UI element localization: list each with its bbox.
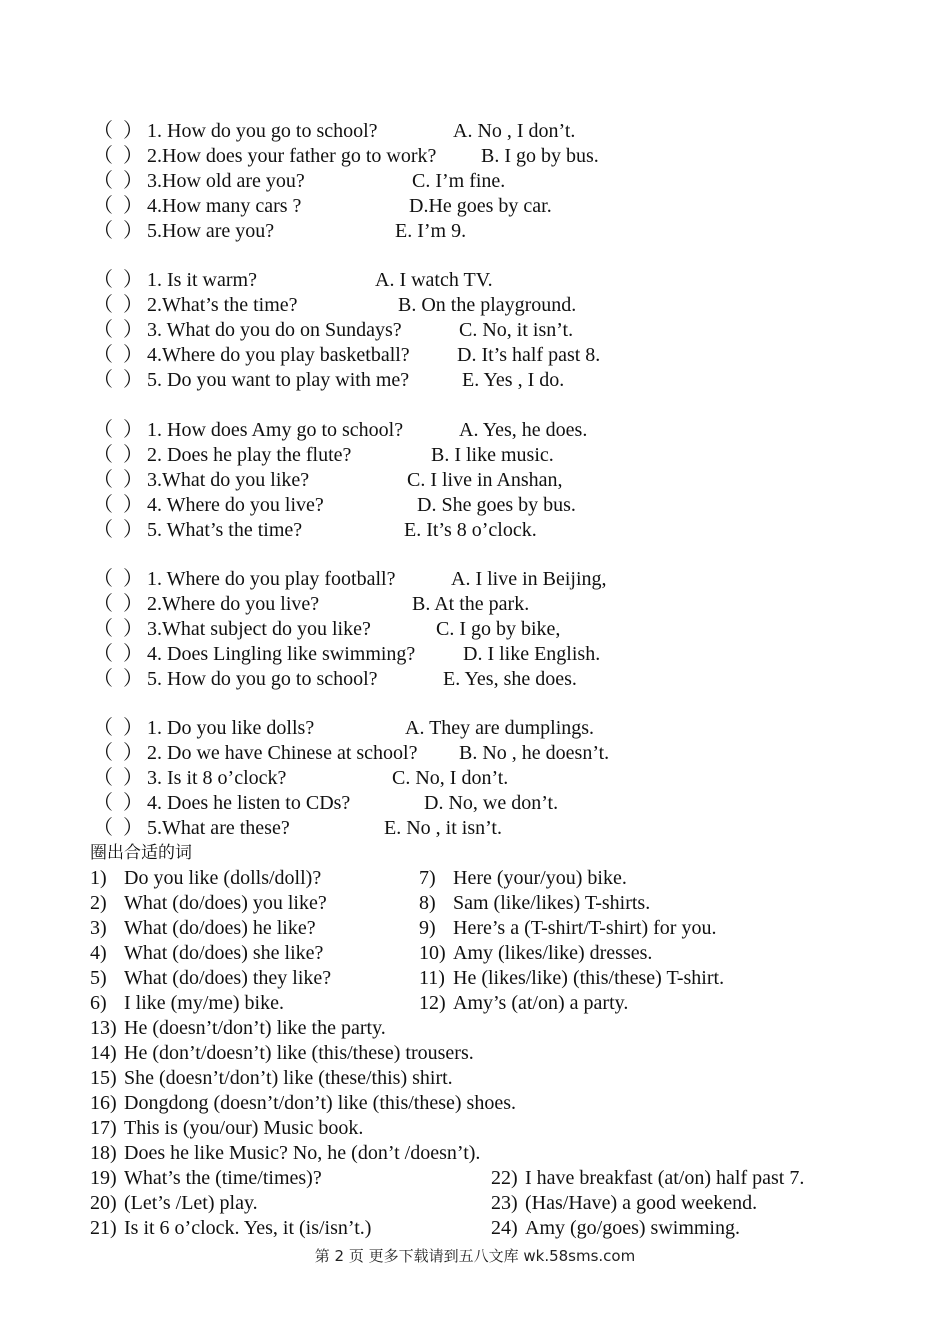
- answer-option: C. No, I don’t.: [392, 767, 509, 789]
- item-number: 19): [90, 1167, 117, 1189]
- answer-blank: （ ）: [93, 344, 143, 366]
- item-text: I have breakfast (at/on) half past 7.: [525, 1167, 805, 1189]
- answer-option: B. On the playground.: [398, 294, 577, 316]
- item-text: He (doesn’t/don’t) like the party.: [124, 1017, 386, 1039]
- item-text: Does he like Music? No, he (don’t /doesn’t).: [124, 1142, 481, 1164]
- answer-blank: （ ）: [93, 792, 143, 814]
- item-text: (Has/Have) a good weekend.: [525, 1192, 758, 1214]
- item-text: He (don’t/doesn’t) like (this/these) trousers.: [124, 1042, 474, 1064]
- answer-option: C. I live in Anshan,: [407, 469, 563, 491]
- item-number: 18): [90, 1142, 117, 1164]
- answer-blank: （ ）: [93, 294, 143, 316]
- item-text: (Let’s /Let) play.: [124, 1192, 258, 1214]
- answer-blank: （ ）: [93, 195, 143, 217]
- item-number: 5): [90, 967, 107, 989]
- answer-option: A. No , I don’t.: [453, 120, 576, 142]
- answer-blank: （ ）: [93, 717, 143, 739]
- answer-option: D. No, we don’t.: [424, 792, 559, 814]
- item-text: Here (your/you) bike.: [453, 867, 627, 889]
- question-text: 1. Where do you play football?: [147, 568, 396, 590]
- question-text: 2.Where do you live?: [147, 593, 320, 615]
- question-text: 5.How are you?: [147, 220, 275, 242]
- question-text: 2.How does your father go to work?: [147, 145, 437, 167]
- item-text: Amy’s (at/on) a party.: [453, 992, 629, 1014]
- question-text: 2. Does he play the flute?: [147, 444, 352, 466]
- question-text: 5. How do you go to school?: [147, 668, 378, 690]
- question-text: 4.Where do you play basketball?: [147, 344, 410, 366]
- item-number: 4): [90, 942, 107, 964]
- item-text: I like (my/me) bike.: [124, 992, 284, 1014]
- question-text: 5. What’s the time?: [147, 519, 303, 541]
- answer-blank: （ ）: [93, 643, 143, 665]
- answer-blank: （ ）: [93, 618, 143, 640]
- question-text: 3. What do you do on Sundays?: [147, 319, 402, 341]
- item-number: 24): [491, 1217, 518, 1239]
- answer-blank: （ ）: [93, 170, 143, 192]
- question-text: 4. Does he listen to CDs?: [147, 792, 351, 814]
- answer-blank: （ ）: [93, 369, 143, 391]
- answer-blank: （ ）: [93, 419, 143, 441]
- item-number: 22): [491, 1167, 518, 1189]
- answer-blank: （ ）: [93, 817, 143, 839]
- answer-option: B. At the park.: [412, 593, 530, 615]
- answer-option: D.He goes by car.: [409, 195, 552, 217]
- answer-option: A. I watch TV.: [375, 269, 493, 291]
- answer-blank: （ ）: [93, 742, 143, 764]
- item-number: 3): [90, 917, 107, 939]
- item-number: 20): [90, 1192, 117, 1214]
- item-number: 13): [90, 1017, 117, 1039]
- answer-option: B. I go by bus.: [481, 145, 599, 167]
- item-text: Amy (go/goes) swimming.: [525, 1217, 740, 1239]
- item-text: This is (you/our) Music book.: [124, 1117, 364, 1139]
- item-number: 6): [90, 992, 107, 1014]
- question-text: 3.How old are you?: [147, 170, 305, 192]
- question-text: 3. Is it 8 o’clock?: [147, 767, 287, 789]
- item-number: 14): [90, 1042, 117, 1064]
- answer-option: E. No , it isn’t.: [384, 817, 502, 839]
- answer-option: D. She goes by bus.: [417, 494, 576, 516]
- answer-option: D. It’s half past 8.: [457, 344, 601, 366]
- item-number: 15): [90, 1067, 117, 1089]
- answer-option: A. I live in Beijing,: [451, 568, 607, 590]
- item-number: 23): [491, 1192, 518, 1214]
- answer-blank: （ ）: [93, 767, 143, 789]
- item-text: What (do/does) you like?: [124, 892, 327, 914]
- answer-option: C. I go by bike,: [436, 618, 561, 640]
- item-number: 9): [419, 917, 436, 939]
- answer-blank: （ ）: [93, 568, 143, 590]
- item-number: 2): [90, 892, 107, 914]
- answer-blank: （ ）: [93, 269, 143, 291]
- answer-option: E. It’s 8 o’clock.: [404, 519, 537, 541]
- item-number: 16): [90, 1092, 117, 1114]
- question-text: 2.What’s the time?: [147, 294, 298, 316]
- answer-option: E. Yes , I do.: [462, 369, 565, 391]
- question-text: 4. Where do you live?: [147, 494, 324, 516]
- answer-blank: （ ）: [93, 668, 143, 690]
- item-text: What (do/does) she like?: [124, 942, 324, 964]
- question-text: 4.How many cars ?: [147, 195, 302, 217]
- answer-blank: （ ）: [93, 444, 143, 466]
- answer-blank: （ ）: [93, 120, 143, 142]
- answer-option: B. No , he doesn’t.: [459, 742, 610, 764]
- answer-blank: （ ）: [93, 319, 143, 341]
- item-text: Dongdong (doesn’t/don’t) like (this/these) shoes.: [124, 1092, 516, 1114]
- item-text: What (do/does) he like?: [124, 917, 316, 939]
- item-text: Here’s a (T-shirt/T-shirt) for you.: [453, 917, 717, 939]
- item-text: Amy (likes/like) dresses.: [453, 942, 653, 964]
- question-text: 4. Does Lingling like swimming?: [147, 643, 416, 665]
- question-text: 5. Do you want to play with me?: [147, 369, 410, 391]
- answer-option: B. I like music.: [431, 444, 554, 466]
- item-text: He (likes/like) (this/these) T-shirt.: [453, 967, 725, 989]
- item-number: 12): [419, 992, 446, 1014]
- question-text: 1. How do you go to school?: [147, 120, 378, 142]
- answer-option: C. No, it isn’t.: [459, 319, 574, 341]
- answer-option: A. They are dumplings.: [405, 717, 595, 739]
- answer-blank: （ ）: [93, 494, 143, 516]
- item-text: Sam (like/likes) T-shirts.: [453, 892, 651, 914]
- answer-blank: （ ）: [93, 220, 143, 242]
- answer-option: E. Yes, she does.: [443, 668, 577, 690]
- item-text: She (doesn’t/don’t) like (these/this) shirt.: [124, 1067, 453, 1089]
- item-number: 10): [419, 942, 446, 964]
- answer-blank: （ ）: [93, 593, 143, 615]
- section-heading: 圈出合适的词: [90, 843, 192, 863]
- item-number: 7): [419, 867, 436, 889]
- answer-option: E. I’m 9.: [395, 220, 467, 242]
- answer-blank: （ ）: [93, 469, 143, 491]
- page-footer: 第 2 页 更多下载请到五八文库 wk.58sms.com: [314, 1247, 636, 1265]
- answer-blank: （ ）: [93, 145, 143, 167]
- item-number: 8): [419, 892, 436, 914]
- item-text: What’s the (time/times)?: [124, 1167, 322, 1189]
- question-text: 3.What subject do you like?: [147, 618, 371, 640]
- answer-option: A. Yes, he does.: [459, 419, 588, 441]
- item-text: Do you like (dolls/doll)?: [124, 867, 322, 889]
- item-text: Is it 6 o’clock. Yes, it (is/isn’t.): [124, 1217, 372, 1239]
- question-text: 1. Do you like dolls?: [147, 717, 315, 739]
- item-number: 11): [419, 967, 445, 989]
- question-text: 2. Do we have Chinese at school?: [147, 742, 418, 764]
- item-number: 17): [90, 1117, 117, 1139]
- question-text: 1. How does Amy go to school?: [147, 419, 404, 441]
- answer-option: C. I’m fine.: [412, 170, 506, 192]
- item-number: 1): [90, 867, 107, 889]
- question-text: 5.What are these?: [147, 817, 290, 839]
- item-number: 21): [90, 1217, 117, 1239]
- question-text: 1. Is it warm?: [147, 269, 257, 291]
- answer-option: D. I like English.: [463, 643, 601, 665]
- item-text: What (do/does) they like?: [124, 967, 332, 989]
- answer-blank: （ ）: [93, 519, 143, 541]
- question-text: 3.What do you like?: [147, 469, 310, 491]
